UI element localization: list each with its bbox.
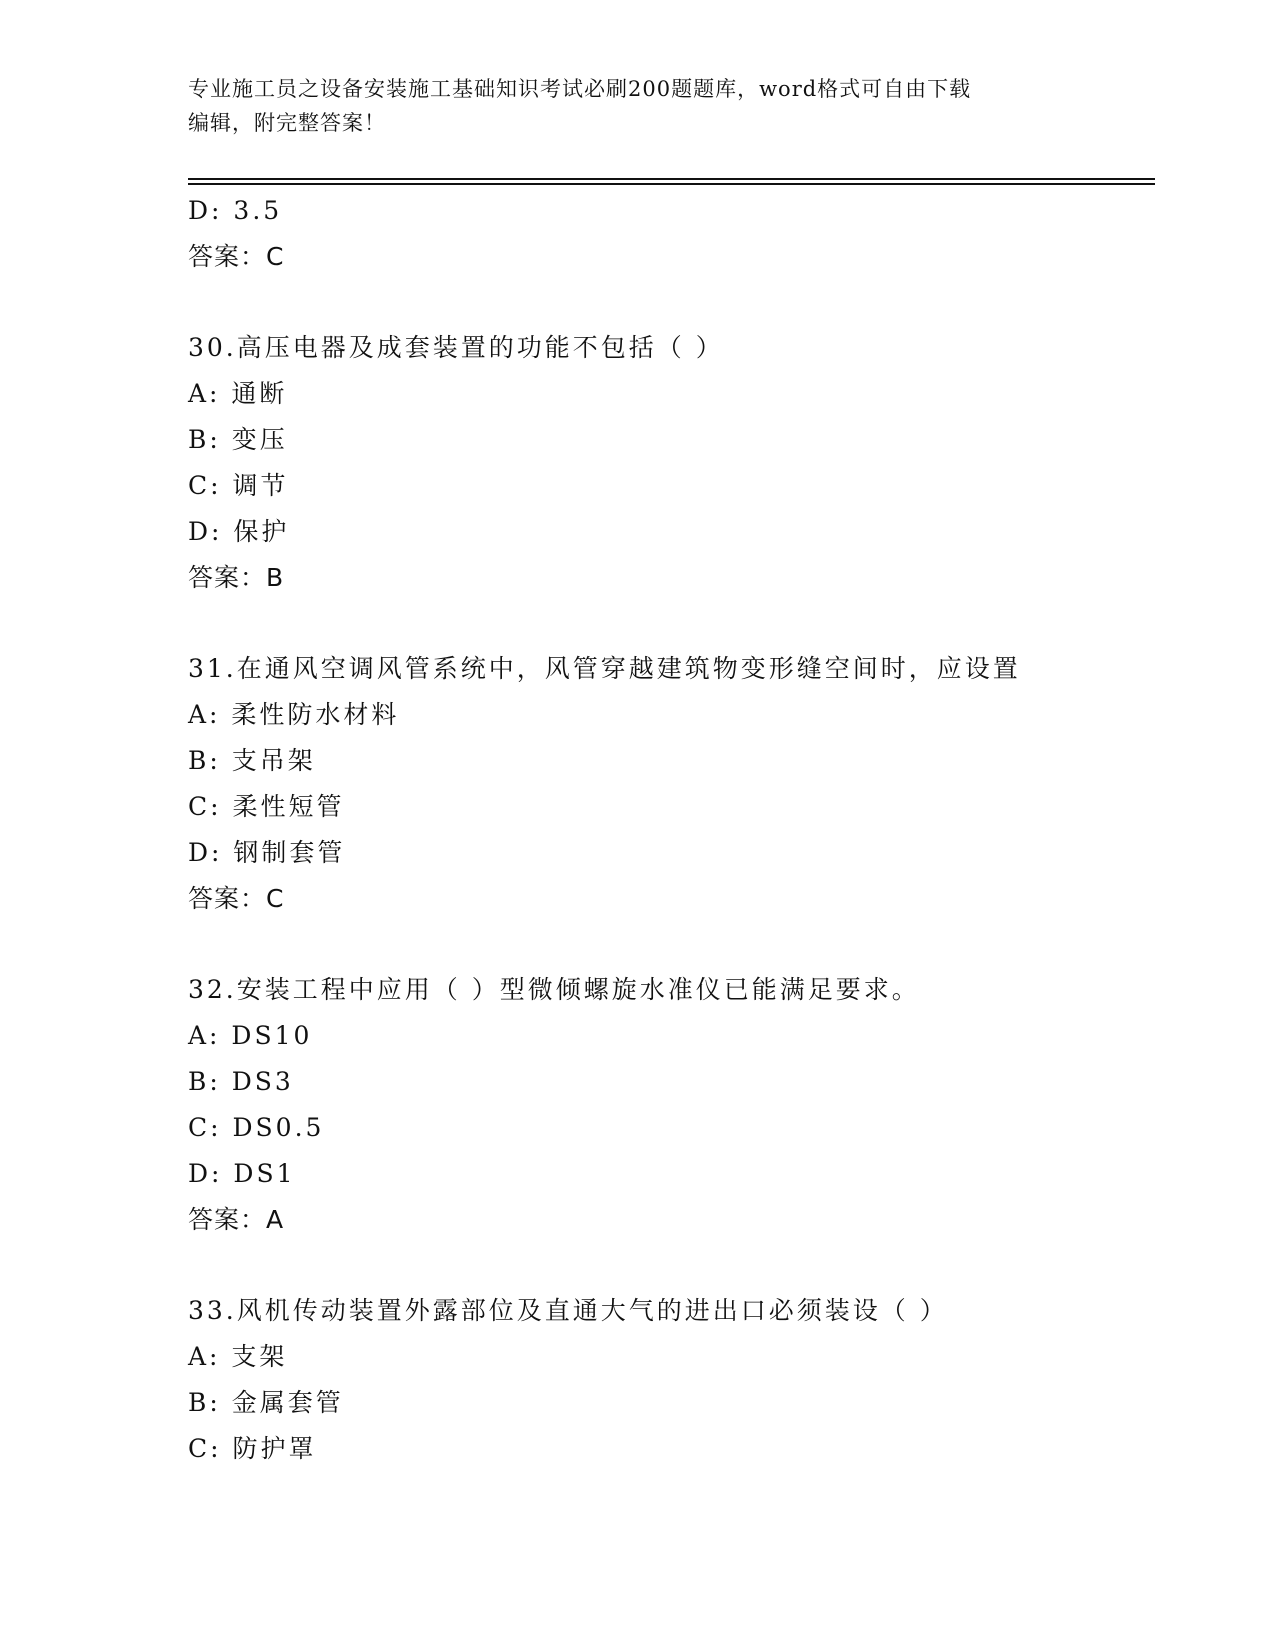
- option-c: C: DS0.5: [188, 1113, 325, 1142]
- document-header: [188, 72, 1068, 140]
- option-a: A: 柔性防水材料: [188, 700, 400, 729]
- option-a: A: 通断: [188, 379, 288, 408]
- answer-line: 答案：B: [188, 563, 285, 592]
- header-title-line-2: 编辑，附完整答案！: [188, 111, 386, 135]
- answer-line: 答案：A: [188, 1205, 285, 1234]
- option-d: D: 3.5: [188, 196, 283, 225]
- question-stem: 32.安装工程中应用（ ）型微倾螺旋水准仪已能满足要求。: [188, 975, 920, 1004]
- answer-line: 答案：C: [188, 884, 285, 913]
- header-title-line-1: 专业施工员之设备安装施工基础知识考试必刷200题题库，word格式可自由下载: [188, 77, 972, 101]
- option-a: A: DS10: [188, 1021, 313, 1050]
- option-a: A: 支架: [188, 1342, 288, 1371]
- question-stem: 33.风机传动装置外露部位及直通大气的进出口必须装设（ ）: [188, 1296, 948, 1325]
- question-33: [188, 1288, 1148, 1472]
- question-30: [188, 325, 1148, 601]
- header-divider-top: [188, 178, 1155, 180]
- previous-question-tail: [188, 188, 1148, 280]
- header-divider-bottom: [188, 183, 1155, 185]
- option-b: B: 支吊架: [188, 746, 316, 775]
- option-c: C: 调节: [188, 471, 289, 500]
- question-31: [188, 646, 1148, 922]
- question-32: [188, 967, 1148, 1243]
- option-b: B: 变压: [188, 425, 288, 454]
- question-stem: 30.高压电器及成套装置的功能不包括（ ）: [188, 333, 724, 362]
- option-c: C: 柔性短管: [188, 792, 345, 821]
- option-b: B: 金属套管: [188, 1388, 344, 1417]
- option-d: D: DS1: [188, 1159, 296, 1188]
- option-d: D: 钢制套管: [188, 838, 346, 867]
- option-c: C: 防护罩: [188, 1434, 317, 1463]
- option-b: B: DS3: [188, 1067, 294, 1096]
- option-d: D: 保护: [188, 517, 290, 546]
- answer-line: 答案：C: [188, 242, 285, 271]
- question-stem: 31.在通风空调风管系统中，风管穿越建筑物变形缝空间时，应设置: [188, 654, 1021, 683]
- question-list: [188, 188, 1148, 1472]
